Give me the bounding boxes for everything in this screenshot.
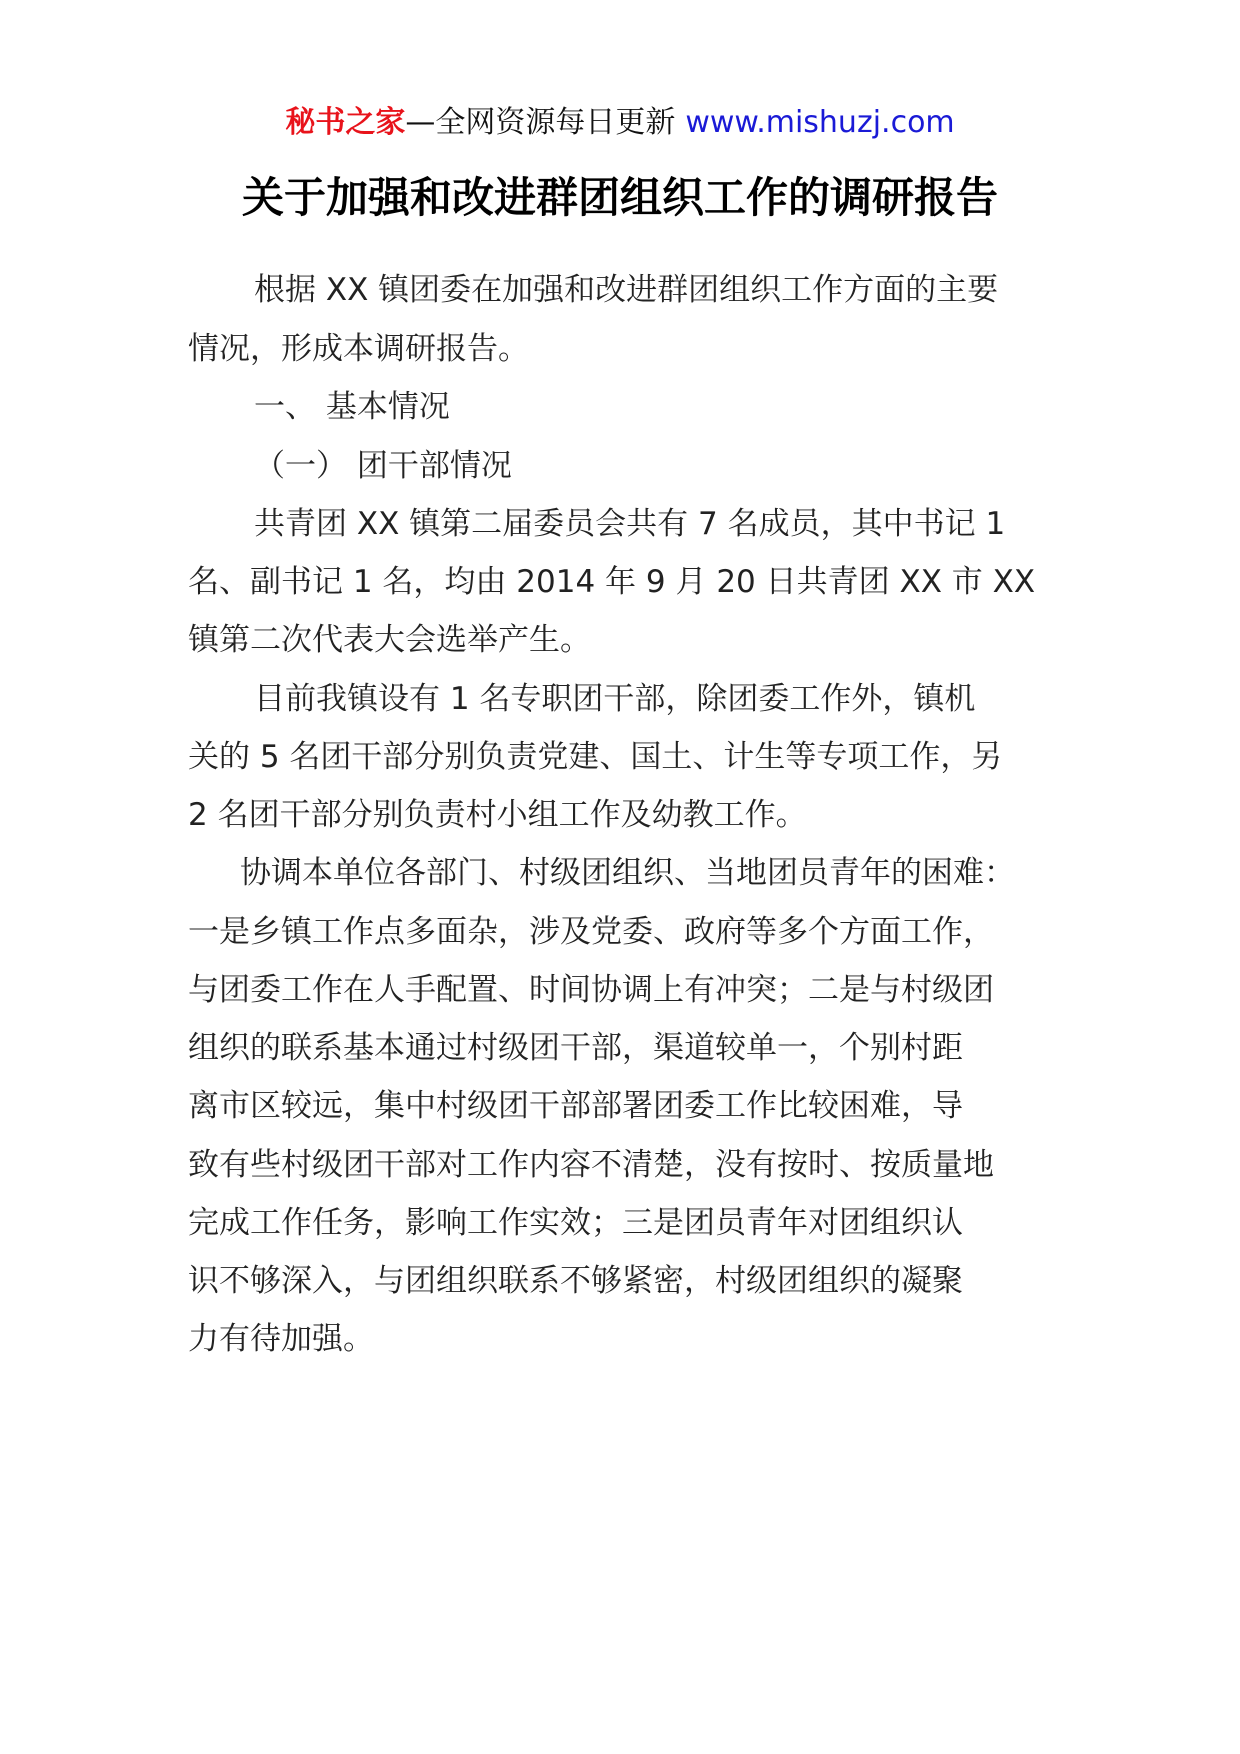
subsection-heading-1: （一） 团干部情况 [254, 448, 512, 484]
section-heading-1: 一、 基本情况 [254, 389, 450, 425]
body-line-intro-1: 根据 XX 镇团委在加强和改进群团组织工作方面的主要 [254, 272, 999, 308]
body-line-issues-8: 识不够深入，与团组织联系不够紧密，村级团组织的凝聚 [188, 1263, 963, 1299]
banner-slogan: 全网资源每日更新 [435, 105, 676, 140]
body-line-intro-2: 情况，形成本调研报告。 [188, 331, 529, 367]
site-banner [0, 103, 1240, 143]
body-line-issues-9: 力有待加强。 [188, 1321, 374, 1357]
site-url: www.mishuzj.com [685, 105, 955, 140]
body-line-issues-5: 离市区较远，集中村级团干部部署团委工作比较困难，导 [188, 1088, 963, 1124]
document-title: 关于加强和改进群团组织工作的调研报告 [241, 173, 998, 222]
body-line-staff-3: 2 名团干部分别负责村小组工作及幼教工作。 [188, 797, 807, 833]
body-line-issues-4: 组织的联系基本通过村级团干部，渠道较单一，个别村距 [188, 1030, 963, 1066]
body-line-staff-2: 关的 5 名团干部分别负责党建、国土、计生等专项工作，另 [188, 739, 1003, 775]
body-line-issues-3: 与团委工作在人手配置、时间协调上有冲突；二是与村级团 [188, 972, 994, 1008]
banner-dash: — [405, 105, 436, 140]
body-line-members-3: 镇第二次代表大会选举产生。 [188, 622, 591, 658]
body-line-issues-6: 致有些村级团干部对工作内容不清楚，没有按时、按质量地 [188, 1147, 994, 1183]
body-line-members-2: 名、副书记 1 名，均由 2014 年 9 月 20 日共青团 XX 市 XX [188, 564, 1036, 600]
body-line-staff-1: 目前我镇设有 1 名专职团干部，除团委工作外，镇机 [254, 681, 976, 717]
body-line-issues-2: 一是乡镇工作点多面杂，涉及党委、政府等多个方面工作， [188, 914, 994, 950]
body-line-issues-7: 完成工作任务，影响工作实效；三是团员青年对团组织认 [188, 1205, 963, 1241]
body-line-members-1: 共青团 XX 镇第二届委员会共有 7 名成员，其中书记 1 [254, 506, 1006, 542]
body-line-issues-1: 协调本单位各部门、村级团组织、当地团员青年的困难： [240, 855, 1015, 891]
brand-name: 秘书之家 [285, 105, 406, 140]
